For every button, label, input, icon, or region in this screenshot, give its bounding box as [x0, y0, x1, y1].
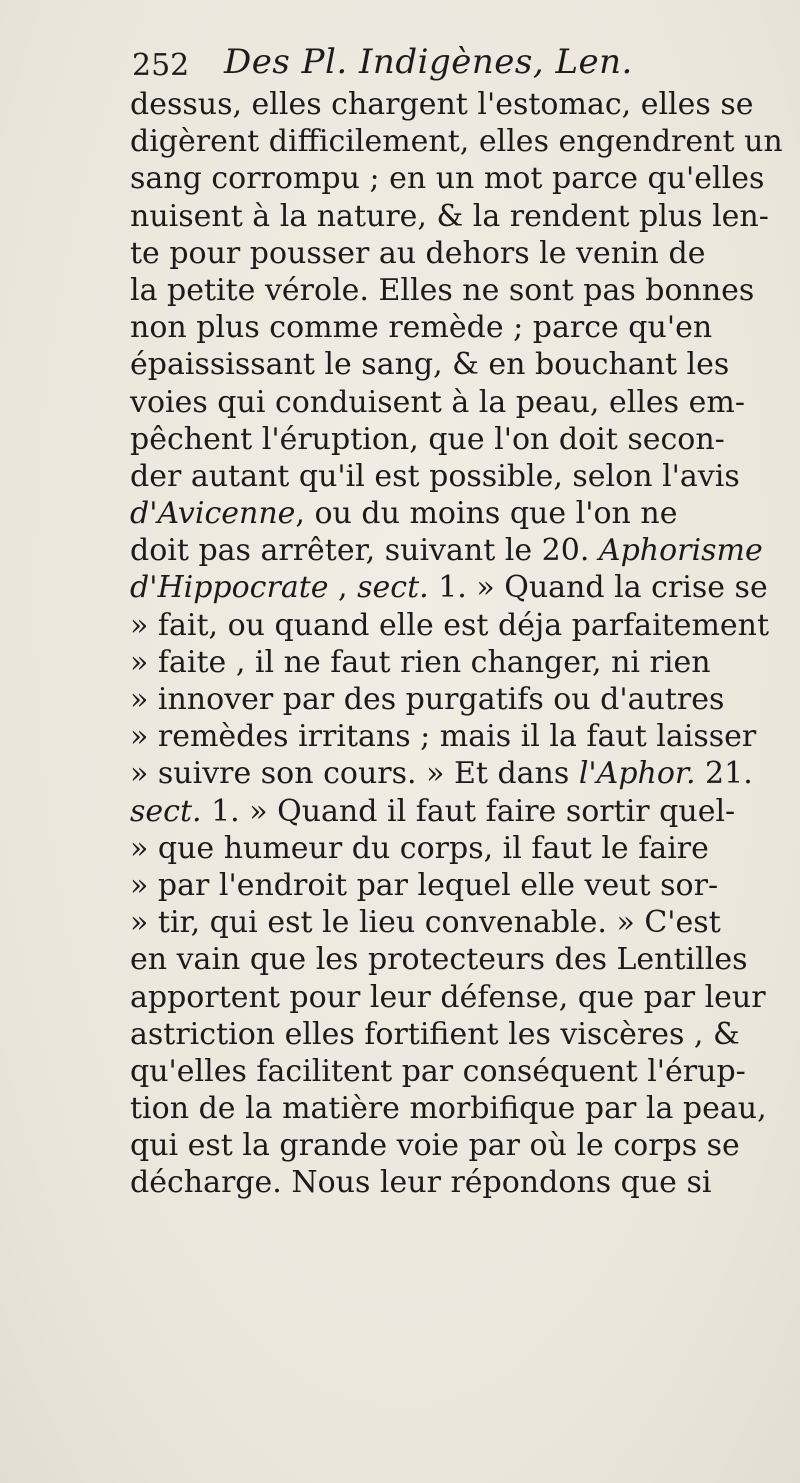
text-line: d'Avicenne, ou du moins que l'on ne	[130, 496, 678, 532]
text-line: » remèdes irritans ; mais il la faut laisser	[130, 719, 757, 755]
text-line: » tir, qui est le lieu convenable. » C'est	[130, 905, 721, 941]
text-line: der autant qu'il est possible, selon l'avis	[130, 458, 740, 494]
text-line: doit pas arrêter, suivant le 20. Aphorisme	[130, 533, 763, 569]
text-line: qui est la grande voie par où le corps se	[130, 1128, 740, 1164]
body-text	[130, 86, 783, 1202]
italic-citation: sect.	[130, 793, 202, 829]
text-line: qu'elles facilitent par conséquent l'érup-	[130, 1053, 746, 1089]
text-line: » fait, ou quand elle est déja parfaitement	[130, 607, 770, 643]
text-line: astriction elles fortifient les viscères , &	[130, 1016, 740, 1052]
text-line: tion de la matière morbifique par la peau,	[130, 1091, 767, 1127]
text-line: » que humeur du corps, il faut le faire	[130, 830, 709, 866]
text-line: non plus comme remède ; parce qu'en	[130, 310, 713, 346]
text-line: nuisent à la nature, & la rendent plus len-	[130, 198, 769, 234]
text-line: sang corrompu ; en un mot parce qu'elles	[130, 161, 765, 197]
text-line: épaississant le sang, & en bouchant les	[130, 347, 730, 383]
text-line: la petite vérole. Elles ne sont pas bonnes	[130, 272, 755, 308]
italic-citation: sect.	[357, 570, 429, 606]
running-head	[132, 42, 752, 86]
text-line: » suivre son cours. » Et dans l'Aphor. 21.	[130, 756, 753, 792]
text-line: voies qui conduisent à la peau, elles em-	[130, 384, 745, 420]
italic-citation: d'Avicenne	[130, 496, 296, 532]
page-number: 252	[132, 48, 190, 83]
text-line: dessus, elles chargent l'estomac, elles se	[130, 87, 754, 122]
italic-citation: Aphorisme	[598, 533, 763, 569]
text-line: d'Hippocrate , sect. 1. » Quand la crise se	[130, 570, 768, 606]
text-line: décharge. Nous leur répondons que si	[130, 1165, 712, 1201]
italic-citation: d'Hippocrate	[130, 570, 329, 606]
italic-citation: l'Aphor.	[578, 756, 696, 792]
text-line: » par l'endroit par lequel elle veut sor-	[130, 867, 719, 903]
text-line: te pour pousser au dehors le venin de	[130, 235, 706, 271]
text-line: sect. 1. » Quand il faut faire sortir quel-	[130, 793, 736, 829]
text-line: digèrent difficilement, elles engendrent un	[130, 124, 783, 160]
text-line: apportent pour leur défense, que par leur	[130, 979, 766, 1015]
text-line: » innover par des purgatifs ou d'autres	[130, 682, 725, 717]
running-title: Des Pl. Indigènes, Len.	[224, 42, 633, 82]
text-line: en vain que les protecteurs des Lentilles	[130, 942, 748, 978]
text-line: pêchent l'éruption, que l'on doit secon-	[130, 421, 725, 457]
text-line: » faite , il ne faut rien changer, ni rien	[130, 644, 711, 680]
